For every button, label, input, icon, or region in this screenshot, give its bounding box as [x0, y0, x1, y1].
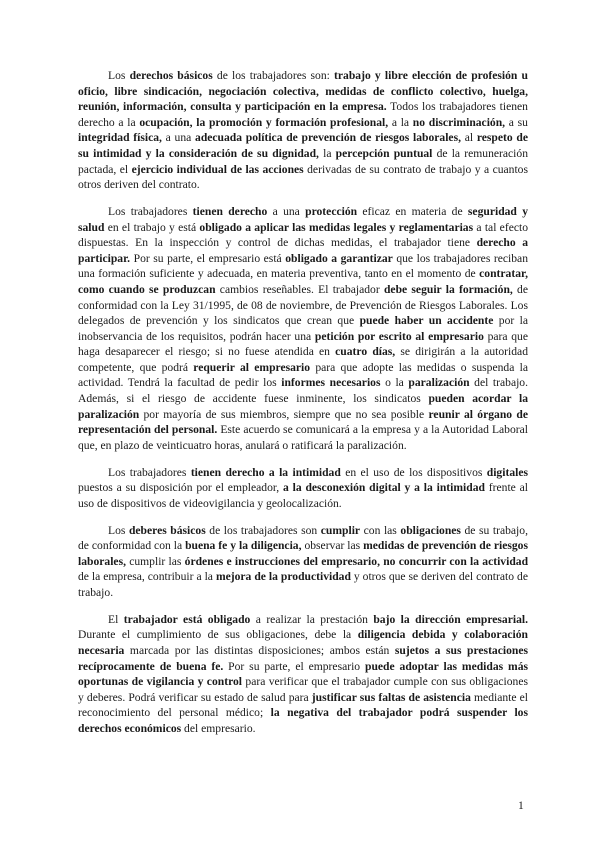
bold-text-run: requerir al empresario — [193, 360, 311, 374]
bold-text-run: órdenes e instrucciones del empresario, — [184, 554, 380, 568]
bold-text-run: trabajo y libre elección de profesión u oficio, libre sindicación, negociación colectiva, medidas de conflicto colectivo, huelga, reunión, información, consulta y participación en la empresa. — [78, 69, 528, 114]
text-run: a su — [505, 115, 528, 129]
bold-text-run: debe seguir la formación, — [383, 282, 513, 296]
bold-text-run: obligaciones — [400, 523, 461, 537]
bold-text-run: reunir al órgano de representación del personal. — [78, 407, 528, 437]
bold-text-run: adecuada política de prevención de riesgos laborales, — [195, 131, 461, 145]
bold-text-run: puede adoptar las medidas más oportunas de vigilancia y control — [78, 659, 529, 689]
bold-text-run: a la desconexión digital y a la intimidad — [282, 481, 485, 495]
page-number: 1 — [518, 799, 524, 812]
bold-text-run: no concurrir con la actividad — [383, 554, 529, 568]
text-run: de la empresa, contribuir a la — [78, 570, 216, 584]
text-run: mediante el reconocimiento del personal médico; — [78, 690, 529, 720]
paragraph-derechos-basicos — [78, 68, 528, 193]
text-run: del trabajo. Además, si el riesgo de accidente fuese inminente, los sindicatos — [78, 376, 529, 406]
bold-text-run: bajo la dirección empresarial. — [373, 612, 528, 626]
bold-text-run: seguridad y salud — [78, 204, 528, 234]
text-run: observar las — [301, 539, 364, 553]
bold-text-run: justificar sus faltas de asistencia — [311, 690, 471, 704]
text-run: para verificar que el trabajador cumple con sus obligaciones y deberes. Podrá verificar su estado de salud para — [78, 675, 529, 704]
text-run: que los trabajadores reciban una formación suficiente y adecuada, en materia preventiva, tanto en el momento de — [78, 251, 528, 281]
bold-text-run: informes necesarios — [281, 376, 381, 390]
bold-text-run: digitales — [486, 465, 528, 479]
document-body — [78, 68, 528, 748]
bold-text-run: mejora de la productividad — [215, 570, 351, 584]
bold-text-run: no discriminación, — [412, 115, 506, 129]
text-run: y otros que se deriven del contrato de trabajo. — [78, 570, 528, 599]
text-run: de su trabajo, de conformidad con la — [78, 523, 528, 553]
text-run: a tal efecto dispuestas. En la inspección y control de dichas medidas, el trabajador tiene — [78, 220, 529, 250]
bold-text-run: tienen derecho a la intimidad — [190, 465, 341, 479]
text-run: al — [460, 131, 477, 145]
bold-text-run: derecho a participar. — [78, 236, 528, 265]
text-run: o la — [380, 376, 409, 390]
text-run: Todos los trabajadores tienen derecho a la — [78, 100, 528, 129]
text-run: derivadas de su contrato de trabajo y a cuantos otros deriven del contrato. — [78, 162, 528, 192]
bold-text-run: cuatro días, — [335, 345, 396, 359]
bold-text-run: sujetos a sus prestaciones recíprocamente de buena fe. — [78, 643, 528, 673]
bold-text-run: paralización — [408, 376, 470, 390]
text-run: puestos a su disposición por el empleador, — [78, 481, 283, 495]
bold-text-run: petición por escrito al empresario — [314, 329, 484, 343]
paragraph-seguridad-salud — [78, 204, 528, 454]
paragraph-intimidad-digital — [78, 465, 528, 512]
bold-text-run: la negativa del trabajador podrá suspender los derechos económicos — [78, 706, 528, 735]
text-run: por mayoría de sus miembros, siempre que no sea posible — [139, 407, 429, 421]
bold-text-run: medidas de prevención de riesgos laborales, — [78, 539, 528, 568]
bold-text-run: ejercicio individual de las acciones — [131, 162, 304, 176]
paragraph-deberes-basicos — [78, 523, 528, 601]
bold-text-run: integridad física, — [78, 131, 162, 145]
bold-text-run: puede haber un accidente — [359, 314, 494, 328]
text-run: con las — [360, 523, 401, 537]
text-run: Los trabajadores — [108, 465, 191, 479]
text-run: de la remuneración pactada, el — [78, 146, 528, 176]
text-run: cambios reseñables. El trabajador — [215, 282, 384, 296]
paragraph-obligaciones-trabajador — [78, 612, 528, 737]
bold-text-run: tienen derecho — [192, 204, 268, 218]
text-run: Por su parte, el empresario — [223, 659, 365, 673]
bold-text-run: protección — [305, 204, 358, 218]
bold-text-run: buena fe y la diligencia, — [185, 539, 302, 553]
text-run: marcada por las distintas disposiciones; ambos están — [124, 643, 395, 657]
text-run: de los trabajadores son: — [212, 69, 335, 82]
text-run: a la — [388, 115, 413, 129]
bold-text-run: diligencia debida y colaboración necesaria — [78, 628, 528, 657]
text-run: a una — [267, 204, 306, 218]
text-run: cumplir las — [125, 554, 185, 568]
text-run: la — [318, 146, 336, 160]
text-run: Durante el cumplimiento de sus obligaciones, debe la — [78, 628, 358, 642]
bold-text-run: contratar, como cuando se produzcan — [78, 267, 528, 296]
text-run: en el trabajo y está — [104, 220, 200, 234]
text-run: de los trabajadores son — [205, 523, 321, 537]
bold-text-run: percepción puntual — [335, 146, 433, 160]
text-run: en el uso de los dispositivos — [340, 465, 487, 479]
text-run: a realizar la prestación — [250, 612, 374, 626]
text-run: para que haga desaparecer el riesgo; si no fuese atendida en — [78, 329, 528, 359]
text-run: del empresario. — [181, 721, 256, 735]
text-run: Los trabajadores — [108, 204, 193, 218]
text-run: El — [108, 612, 124, 626]
text-run: para que adopte las medidas o suspenda la actividad. Tendrá la facultad de pedir los — [78, 360, 528, 390]
text-run: se dirigirán a la autoridad competente, que podrá — [78, 345, 528, 374]
bold-text-run: deberes básicos — [128, 523, 206, 537]
text-run: Por su parte, el empresario está — [130, 251, 286, 265]
text-run: Los — [108, 523, 129, 537]
text-run: a una — [161, 131, 196, 145]
bold-text-run: ocupación, la promoción y formación profesional, — [139, 115, 389, 129]
bold-text-run: trabajador está obligado — [123, 612, 251, 626]
bold-text-run: pueden acordar la paralización — [78, 392, 528, 421]
text-run: eficaz en materia de — [357, 204, 468, 218]
text-run: por la inobservancia de los requisitos, podrán hacer una — [78, 314, 528, 343]
text-run: Los — [108, 69, 130, 82]
text-run: Este acuerdo se comunicará a la empresa y a la Autoridad Laboral que, en plazo de veinticuatro horas, anulará o ratificará la paralización. — [78, 423, 528, 452]
bold-text-run: obligado a aplicar las medidas legales y reglamentarias — [199, 220, 474, 234]
bold-text-run: cumplir — [320, 523, 361, 537]
bold-text-run: obligado a garantizar — [285, 251, 393, 265]
bold-text-run: respeto de su intimidad y la consideración de su dignidad, — [78, 131, 528, 160]
text-run: de conformidad con la Ley 31/1995, de 08 de noviembre, de Prevención de Riesgos Laborales. Los delegados de prevención y los sindicatos que crean que — [78, 282, 529, 328]
text-run: frente al uso de dispositivos de videovigilancia y geolocalización. — [78, 481, 528, 510]
bold-text-run: derechos básicos — [129, 69, 213, 82]
